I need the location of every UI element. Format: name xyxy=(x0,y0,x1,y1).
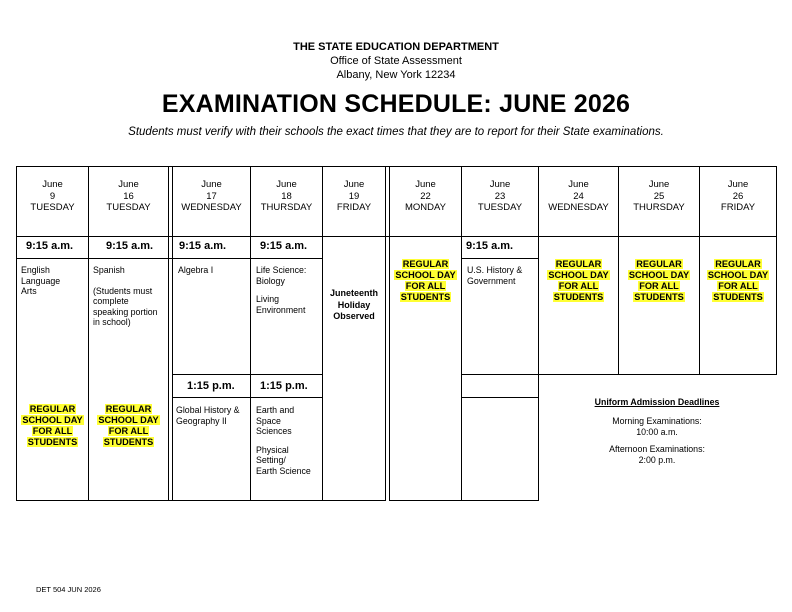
department-name: THE STATE EDUCATION DEPARTMENT xyxy=(293,41,499,53)
time-label: 9:15 a.m. xyxy=(466,240,514,252)
day-header-jun-26: June 26 FRIDAY xyxy=(720,179,756,213)
exam-life-science-biology: Life Science: Biology Living Environment xyxy=(256,265,307,315)
day-header-jun-23: June 23 TUESDAY xyxy=(477,179,523,213)
exam-algebra-i: Algebra I xyxy=(178,265,214,275)
regular-school-day-note: REGULAR SCHOOL DAY FOR ALL STUDENTS xyxy=(22,404,83,447)
day-header-jun-16: June 16 TUESDAY xyxy=(106,179,151,213)
page-subtitle: Students must verify with their schools the exact times that they are to report for their State examinations. xyxy=(128,126,664,138)
time-label: 9:15 a.m. xyxy=(106,240,154,252)
exam-physical-setting-earth-science: Physical Setting/ Earth Science xyxy=(256,444,311,476)
exam-living-environment: Living Environment xyxy=(256,294,306,315)
exam-global-history-geography-ii: Global History & Geography II xyxy=(176,405,240,426)
time-label: 1:15 p.m. xyxy=(187,380,235,392)
time-label: 9:15 a.m. xyxy=(179,240,227,252)
exam-english-language-arts: English Language Arts xyxy=(21,265,61,296)
uniform-admission-deadlines xyxy=(540,397,774,472)
day-header-jun-19: June 19 FRIDAY xyxy=(336,179,372,213)
day-header-jun-25: June 25 THURSDAY xyxy=(633,179,685,213)
regular-school-day-note: REGULAR SCHOOL DAY FOR ALL STUDENTS xyxy=(98,404,159,447)
page-title: EXAMINATION SCHEDULE: JUNE 2026 xyxy=(161,90,631,118)
office-address: Albany, New York 12234 xyxy=(336,69,456,81)
morning-deadline: Morning Examinations: 10:00 a.m. xyxy=(612,416,702,437)
exam-us-history-government: U.S. History & Government xyxy=(467,265,523,286)
document-code: DET 504 JUN 2026 xyxy=(36,585,101,594)
spanish-note: (Students must complete speaking portion in school) xyxy=(93,285,158,327)
time-label: 1:15 p.m. xyxy=(260,380,308,392)
exam-spanish: Spanish (Students must complete speaking portion in school) xyxy=(93,265,158,327)
day-header-jun-18: June 18 THURSDAY xyxy=(260,179,313,213)
day-header-jun-22: June 22 MONDAY xyxy=(405,179,446,213)
exam-earth-space-sciences: Earth and Space Sciences Physical Setting/ Earth Science xyxy=(256,405,311,476)
time-label: 9:15 a.m. xyxy=(26,240,74,252)
regular-school-day-note: REGULAR SCHOOL DAY FOR ALL STUDENTS xyxy=(707,259,769,302)
day-header-jun-24: June 24 WEDNESDAY xyxy=(548,179,609,213)
regular-school-day-note: REGULAR SCHOOL DAY FOR ALL STUDENTS xyxy=(395,259,456,302)
deadlines-title: Uniform Admission Deadlines xyxy=(594,397,720,407)
time-label: 9:15 a.m. xyxy=(260,240,308,252)
regular-school-day-note: REGULAR SCHOOL DAY FOR ALL STUDENTS xyxy=(628,259,690,302)
day-header-jun-9: June 9 TUESDAY xyxy=(30,179,75,213)
holiday-juneteenth: Juneteenth Holiday Observed xyxy=(329,288,378,321)
office-name: Office of State Assessment xyxy=(330,55,462,67)
afternoon-deadline: Afternoon Examinations: 2:00 p.m. xyxy=(609,444,705,465)
regular-school-day-note: REGULAR SCHOOL DAY FOR ALL STUDENTS xyxy=(548,259,609,302)
day-header-jun-17: June 17 WEDNESDAY xyxy=(181,179,242,213)
